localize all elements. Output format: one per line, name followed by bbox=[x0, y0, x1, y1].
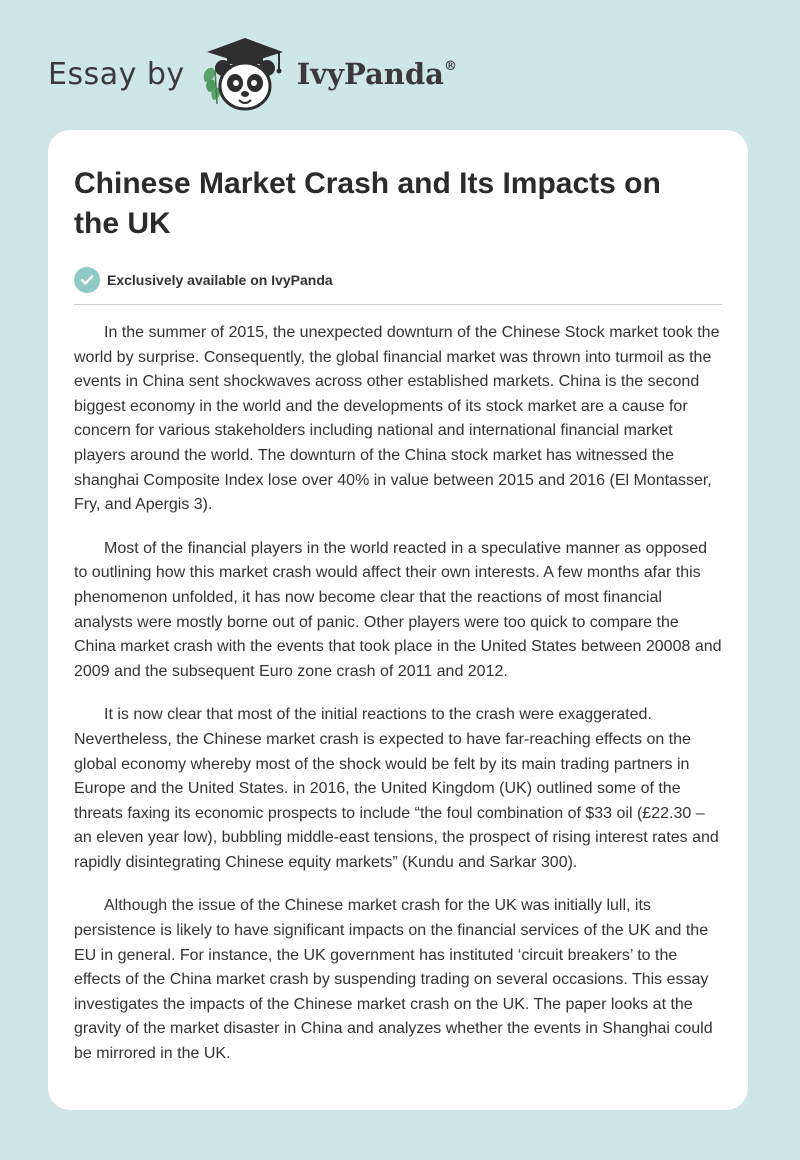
essay-body bbox=[74, 321, 722, 1067]
essay-by-label: Essay by bbox=[48, 56, 185, 92]
exclusive-badge-label: Exclusively available on IvyPanda bbox=[107, 272, 333, 288]
brand-name: IvyPanda® bbox=[296, 57, 457, 91]
check-circle-icon bbox=[74, 267, 100, 293]
paragraph: It is now clear that most of the initial reactions to the crash were exaggerated. Nevertheless, the Chinese market crash is expected to have far-reaching effects on the global economy whereby most of the shock would be felt by its main trading partners in Europe and the United States. in 2016, the United Kingdom (UK) outlined some of the threats faxing its economic prospects to include “the foul combination of $33 oil (£22.30 – an eleven year low), bubbling middle-east tensions, the prospect of rising interest rates and rapidly disintegrating Chinese equity markets” (Kundu and Sarkar 300). bbox=[74, 706, 719, 871]
panda-graduate-icon bbox=[199, 34, 291, 114]
brand-header[interactable] bbox=[48, 34, 457, 114]
paragraph: Most of the financial players in the world reacted in a speculative manner as opposed to outlining how this market crash would affect their own interests. A few months afar this phenomenon unfolded, it has now become clear that the reactions of most financial analysts were mostly borne out of panic. Other players were too quick to compare the China market crash with the events that took place in the United States between 20008 and 2009 and the subsequent Euro zone crash of 2011 and 2012. bbox=[74, 539, 722, 680]
essay-card bbox=[48, 130, 748, 1110]
divider bbox=[74, 304, 722, 305]
paragraph: In the summer of 2015, the unexpected downturn of the Chinese Stock market took the world by surprise. Consequently, the global financial market was thrown into turmoil as the events in China sent shockwaves across other established markets. China is the second biggest economy in the world and the developments of its stock market are a cause for concern for various stakeholders including national and international financial market players around the world. The downturn of the China stock market has witnessed the shanghai Composite Index lose over 40% in value between 2015 and 2016 (El Montasser, Fry, and Apergis 3). bbox=[74, 324, 720, 514]
essay-title: Chinese Market Crash and Its Impacts on the UK bbox=[74, 167, 661, 240]
paragraph: Although the issue of the Chinese market crash for the UK was initially lull, its persistence is likely to have significant impacts on the financial services of the UK and the EU in general. For instance, the UK government has instituted ‘circuit breakers’ to the effects of the China market crash by suspending trading on several occasions. This essay investigates the impacts of the Chinese market crash on the UK. The paper looks at the gravity of the market disaster in China and analyzes whether the events in Shanghai could be mirrored in the UK. bbox=[74, 897, 713, 1063]
exclusive-badge bbox=[74, 266, 722, 294]
